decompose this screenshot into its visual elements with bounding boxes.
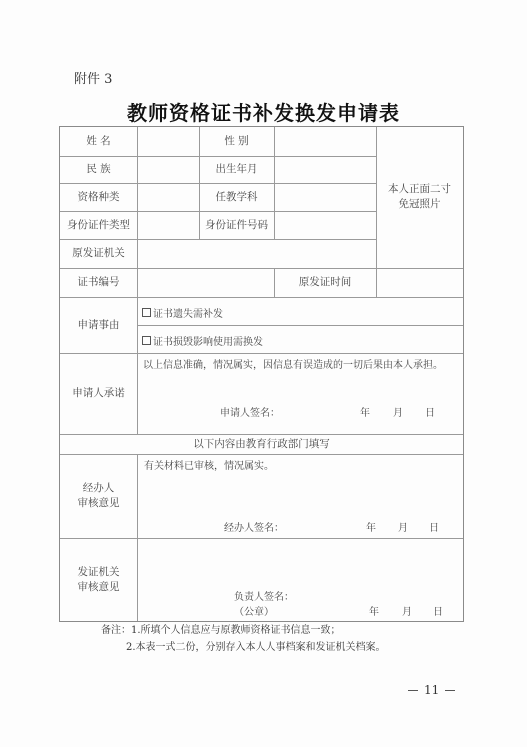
- promise-text: 以上信息准确，情况属实，因信息有误造成的一切后果由本人承担。: [143, 360, 443, 371]
- id-number-label: 身份证件号码: [205, 218, 268, 231]
- note-2: 2.本表一式二份，分别存入本人人事档案和发证机关档案。: [126, 642, 386, 653]
- checkbox-icon: [142, 308, 151, 317]
- application-form: [59, 126, 464, 622]
- issuer-date-year: 年: [369, 607, 379, 618]
- form-title: 教师资格证书补发换发申请表: [127, 101, 400, 125]
- issuer-date-month: 月: [402, 607, 412, 618]
- cert-type-label: 资格种类: [77, 190, 120, 203]
- gender-label: 性 别: [224, 135, 249, 147]
- reason-label: 申请事由: [77, 318, 120, 331]
- dash-icon: [445, 690, 455, 691]
- name-label: 姓 名: [86, 135, 111, 147]
- cert-no-label: 证书编号: [77, 276, 120, 288]
- attachment-label: 附件 3: [74, 72, 113, 87]
- checkbox-icon: [142, 336, 151, 345]
- col-line: [376, 268, 377, 297]
- head-sign-label: 负责人签名：: [234, 592, 294, 603]
- issuer-date-day: 日: [433, 607, 443, 618]
- reason-lost-label: 证书遗失需补发: [153, 309, 223, 320]
- officer-sign-label: 经办人签名：: [224, 523, 284, 534]
- id-type-label: 身份证件类型: [67, 218, 130, 231]
- applicant-sign-label: 申请人签名：: [220, 408, 280, 419]
- notes: [101, 622, 386, 656]
- ethnicity-label: 民 族: [86, 163, 111, 175]
- applicant-date-month: 月: [393, 408, 403, 419]
- subject-label: 任教学科: [215, 190, 258, 203]
- officer-date-year: 年: [366, 523, 376, 534]
- officer-text: 有关材料已审核，情况属实。: [144, 461, 274, 472]
- officer-date-month: 月: [398, 523, 408, 534]
- officer-opinion-label: 经办人 审核意见: [77, 482, 120, 509]
- applicant-date-year: 年: [360, 408, 370, 419]
- row-line: [137, 325, 463, 326]
- reason-lost-option[interactable]: [142, 305, 223, 320]
- photo-label: 本人正面二寸 免冠照片: [388, 183, 451, 210]
- issue-date-label: 原发证时间: [298, 276, 352, 288]
- officer-date-day: 日: [429, 523, 439, 534]
- col-line: [274, 127, 275, 239]
- dash-icon: [408, 690, 418, 691]
- col-line: [137, 127, 138, 434]
- note-1: 备注：1.所填个人信息应与原教师资格证书信息一致；: [101, 625, 341, 636]
- birth-label: 出生年月: [215, 163, 258, 175]
- issuer-opinion-label: 发证机关 审核意见: [77, 565, 120, 593]
- promise-label: 申请人承诺: [72, 387, 125, 399]
- page-number-value: 11: [424, 683, 440, 697]
- issuer-label: 原发证机关: [72, 247, 125, 259]
- page-number: [402, 683, 461, 697]
- applicant-date-day: 日: [425, 408, 435, 419]
- admin-section-header: 以下内容由教育行政部门填写: [193, 437, 330, 450]
- reason-damaged-label: 证书损毁影响使用需换发: [153, 337, 263, 348]
- reason-damaged-option[interactable]: [142, 333, 263, 348]
- col-line: [137, 454, 138, 621]
- seal-label: （公章）: [234, 607, 274, 618]
